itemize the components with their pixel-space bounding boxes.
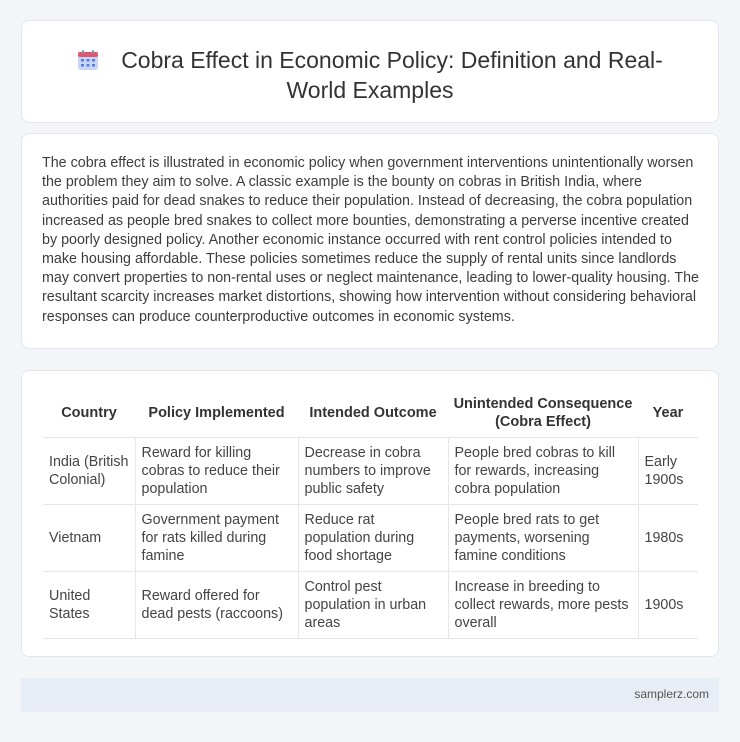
footer-site-link[interactable]: samplerz.com [634,687,709,701]
calendar-icon [77,49,99,71]
table-cell: Increase in breeding to collect rewards, more pests overall [448,572,638,639]
cobra-effect-table [43,389,698,639]
table-header-row [43,389,698,438]
table-cell: Early 1900s [638,438,698,505]
table-cell: 1900s [638,572,698,639]
table-row [43,438,698,505]
table-cell: Reward for killing cobras to reduce their population [135,438,298,505]
table-cell: India (British Colonial) [43,438,135,505]
column-header: Intended Outcome [309,405,437,421]
page-title: Cobra Effect in Economic Policy: Definition and Real-World Examples [121,47,663,103]
table-cell: 1980s [638,505,698,572]
table-cell: Government payment for rats killed during famine [135,505,298,572]
table-cell: Decrease in cobra numbers to improve public safety [298,438,448,505]
column-header: Year [652,405,684,421]
table-row [43,572,698,639]
table-cell: People bred cobras to kill for rewards, increasing cobra population [448,438,638,505]
column-header: Country [61,405,117,421]
intro-card [21,133,719,349]
table-cell: People bred rats to get payments, worsening famine conditions [448,505,638,572]
table-row [43,505,698,572]
table-cell: Reward offered for dead pests (raccoons) [135,572,298,639]
table-cell: Control pest population in urban areas [298,572,448,639]
title-card [21,20,719,123]
table-cell: Reduce rat population during food shortage [298,505,448,572]
intro-paragraph: The cobra effect is illustrated in economic policy when government interventions unintentionally worsen the problem they aim to solve. A classic example is the bounty on cobras in British India, where authorities paid for dead snakes to reduce their population. Instead of decreasing, the cobra population increased as people bred snakes to collect more bounties, demonstrating a perverse incentive created by poorly designed policy. Another economic instance occurred with rent control policies intended to make housing affordable. These policies sometimes reduce the supply of rental units since landlords may convert properties to non-rental uses or neglect maintenance, leading to lower-quality housing. The resultant scarcity increases market distortions, showing how intervention without considering behavioral responses can produce counterproductive outcomes in economic systems. [42,155,699,325]
column-header: Unintended Consequence (Cobra Effect) [453,396,633,430]
footer-bar [21,678,719,712]
page-title-container [62,45,678,105]
table-cell: United States [43,572,135,639]
table-card [21,370,719,657]
column-header: Policy Implemented [148,405,285,421]
table-cell: Vietnam [43,505,135,572]
